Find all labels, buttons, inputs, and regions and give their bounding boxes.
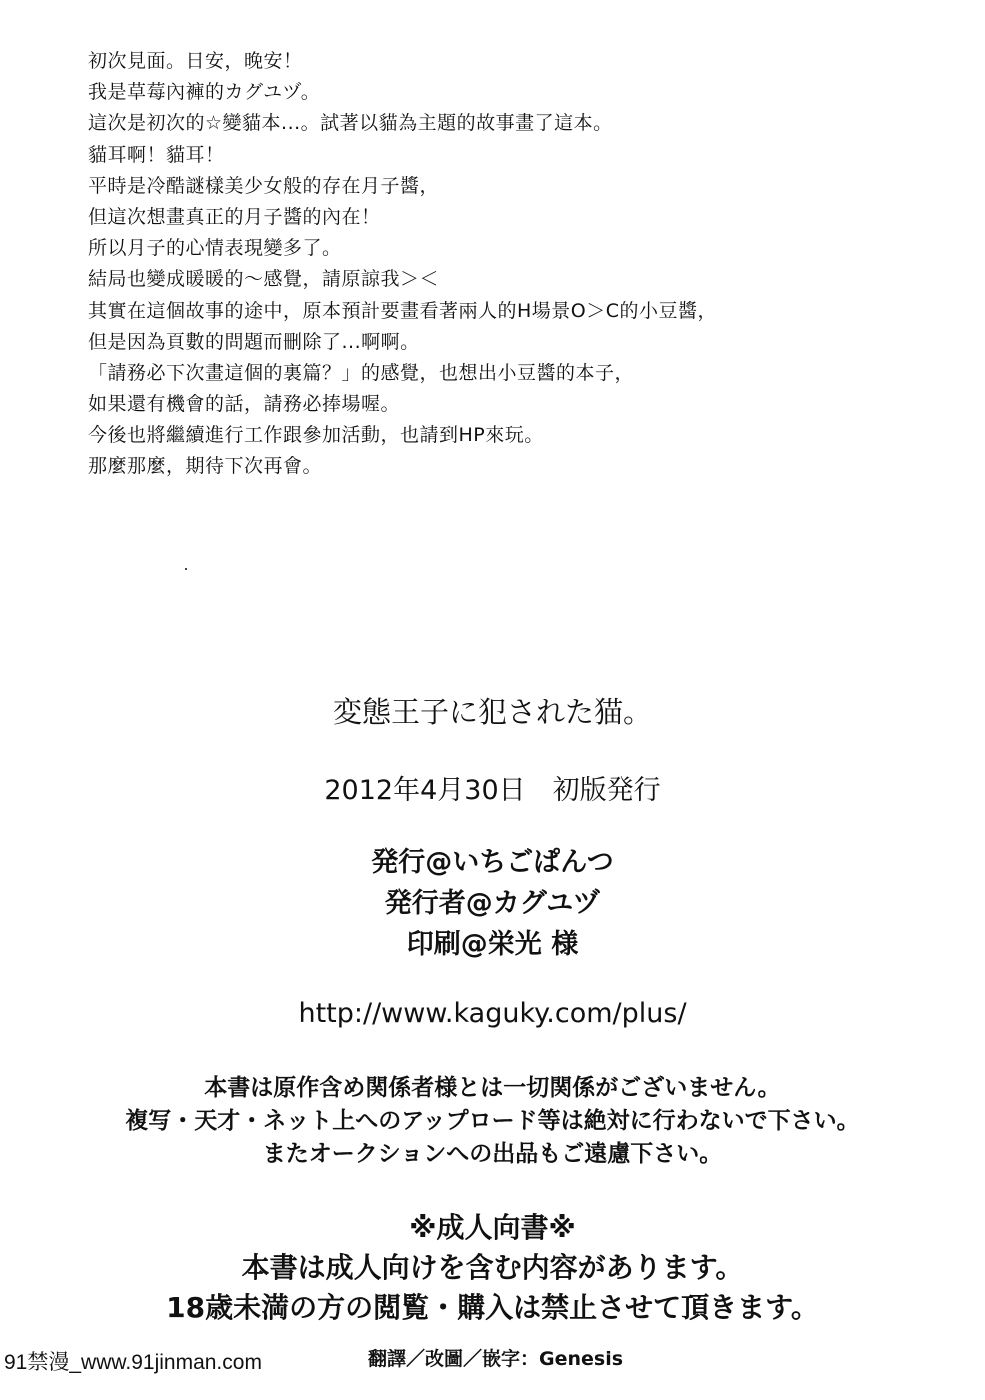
afterword-line: 如果還有機會的話，請務必捧場喔。 [88, 393, 401, 416]
adult-warning-line: 本書は成人向けを含む内容があります。 [241, 1251, 744, 1284]
afterword-text [88, 46, 908, 483]
author-line: 発行者@カグユヅ [384, 888, 601, 919]
adult-warning-line: 18歳未満の方の閲覧・購入は禁止させて頂きます。 [166, 1291, 819, 1324]
afterword-line: 平時是冷酷謎樣美少女般的存在月子醬， [88, 174, 440, 197]
afterword-line: 那麼那麼，期待下次再會。 [88, 455, 323, 478]
afterword-line: 其實在這個故事的途中，原本預計要畫看著兩人的H場景O＞C的小豆醬， [88, 299, 718, 322]
website-url: http://www.kaguky.com/plus/ [298, 998, 687, 1029]
printer-line: 印刷@栄光 様 [406, 929, 579, 960]
afterword-line: 「請務必下次畫這個的裏篇？」的感覺，也想出小豆醬的本子， [88, 361, 635, 384]
afterword-line: 所以月子的心情表現變多了。 [88, 237, 342, 260]
notice-line: 本書は原作含め関係者様とは一切関係がございません。 [204, 1075, 781, 1101]
publisher-line: 発行@いちごぱんつ [371, 847, 614, 878]
afterword-line: 我是草莓內褲的カグユヅ。 [88, 81, 321, 104]
legal-notices [0, 1072, 985, 1171]
afterword-line: 但這次想畫真正的月子醬的內在！ [88, 205, 381, 228]
afterword-line: 貓耳啊！貓耳！ [88, 143, 225, 166]
publication-info [0, 842, 985, 965]
afterword-line: 結局也變成暖暖的～感覺，請原諒我＞＜ [88, 268, 440, 291]
adult-warning-heading: ※成人向書※ [409, 1211, 576, 1244]
stray-dot [185, 568, 187, 570]
adult-warning [0, 1208, 985, 1328]
publish-date: 2012年4月30日 初版発行 [324, 775, 661, 806]
site-watermark: 91禁漫_www.91jinman.com [4, 1351, 262, 1374]
afterword-line: 但是因為頁數的問題而刪除了...啊啊。 [88, 330, 420, 353]
afterword-line: 今後也將繼續進行工作跟參加活動，也請到HP來玩。 [88, 424, 544, 447]
notice-line: またオークションへの出品もご遠慮下さい。 [262, 1141, 723, 1167]
translation-credit: 翻譯／改圖／嵌字：Genesis [368, 1348, 624, 1370]
afterword-line: 這次是初次的☆變貓本...。試著以貓為主題的故事畫了這本。 [88, 112, 613, 135]
notice-line: 複写・天才・ネット上へのアップロード等は絶対に行わないで下さい。 [125, 1108, 860, 1134]
book-title: 変態王子に犯された猫。 [332, 695, 652, 729]
afterword-line: 初次見面。日安，晚安！ [88, 50, 303, 72]
